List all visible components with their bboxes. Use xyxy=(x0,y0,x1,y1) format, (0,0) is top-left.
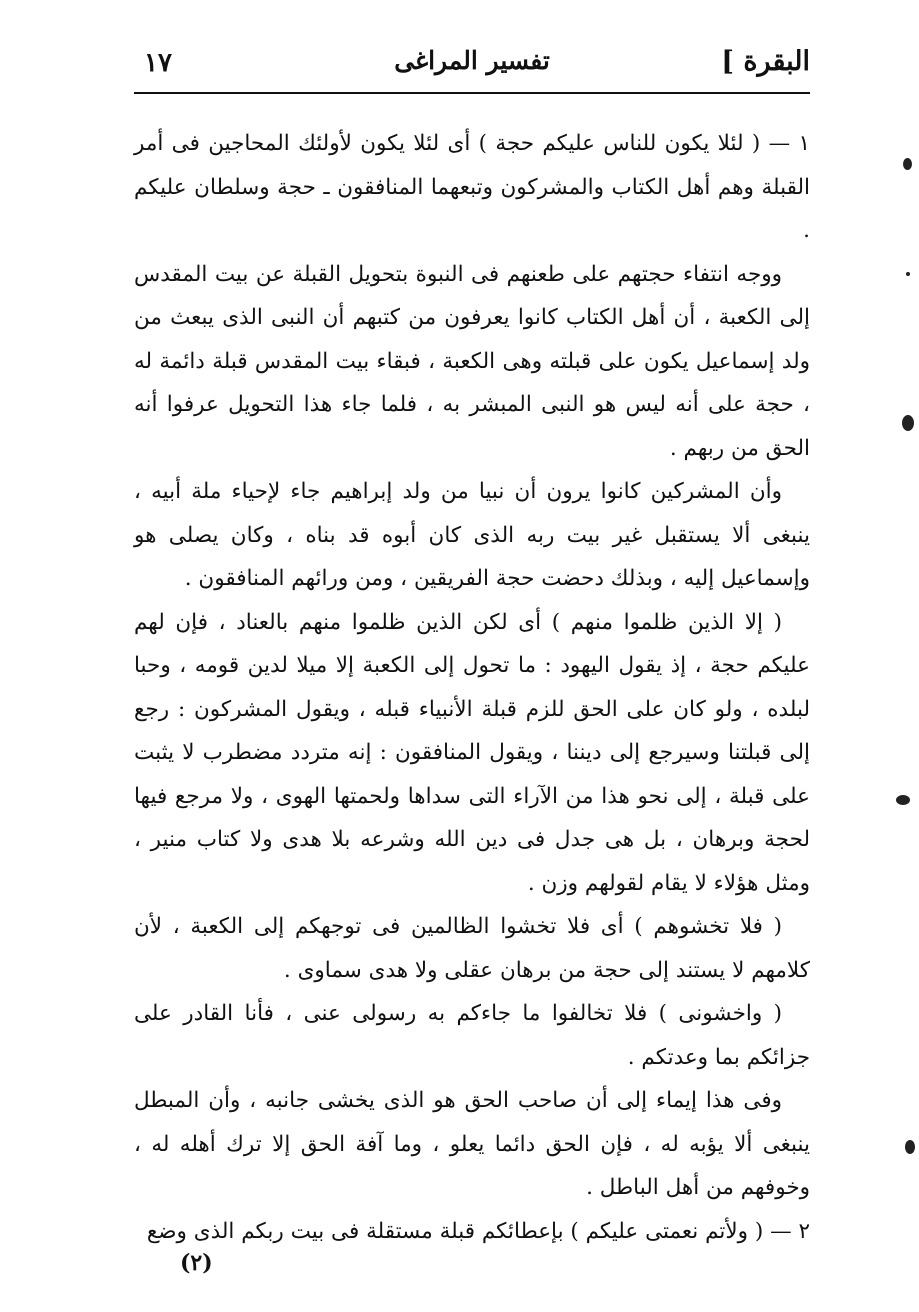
book-title: تفسير المراغى xyxy=(394,46,550,75)
paragraph-4: ( إلا الذين ظلموا منهم ) أى لكن الذين ظلموا منهم بالعناد ، فإن لهم عليكم حجة ، إذ يقول اليهود : ما تحول إلى الكعبة إلا ميلا لدين قومه ، وحبا لبلده ، ولو كان على الحق للزم قبلة الأنبياء قبله ، ويقول المشركون : رجع إلى قبلتنا وسيرجع إلى ديننا ، ويقول المنافقون : إنه متردد مضطرب لا يثبت على قبلة ، إلى نحو هذا من الآراء التى سداها ولحمتها الهوى ، ولا مرجع فيها لحجة وبرهان ، بل هى جدل فى دين الله وشرعه بلا هدى ولا كتاب منير ، ومثل هؤلاء لا يقام لقولهم وزن . xyxy=(134,609,810,896)
paragraph-7: وفى هذا إيماء إلى أن صاحب الحق هو الذى يخشى جانبه ، وأن المبطل ينبغى ألا يؤبه له ، فإن الحق دائما يعلو ، وما آفة الحق إلا ترك أهله له ، وخوفهم من أهل الباطل . xyxy=(134,1088,810,1200)
paragraph-6: ( واخشونى ) فلا تخالفوا ما جاءكم به رسولى عنى ، فأنا القادر على جزائكم بما وعدتكم . xyxy=(134,1001,810,1070)
paragraph-8: ٢ — ( ولأتم نعمتى عليكم ) بإعطائكم قبلة مستقلة فى بيت ربكم الذى وضع xyxy=(146,1218,810,1244)
scan-speck xyxy=(896,795,910,805)
surah-name: البقرة ] xyxy=(721,46,810,77)
scan-speck xyxy=(903,158,912,170)
body-text xyxy=(134,122,810,1253)
header-rule xyxy=(134,92,810,94)
page-number: ١٧ xyxy=(144,48,172,78)
scan-speck xyxy=(902,415,914,431)
page-header xyxy=(134,40,810,92)
scan-speck xyxy=(905,1140,915,1154)
scan-speck xyxy=(906,272,910,276)
paragraph-5: ( فلا تخشوهم ) أى فلا تخشوا الظالمين فى توجهكم إلى الكعبة ، لأن كلامهم لا يستند إلى حجة من برهان عقلى ولا هدى سماوى . xyxy=(134,914,810,983)
paragraph-2: ووجه انتفاء حجتهم على طعنهم فى النبوة بتحويل القبلة عن بيت المقدس إلى الكعبة ، أن أهل الكتاب كانوا يعرفون من كتبهم أن النبى الذى يبعث من ولد إسماعيل يكون على قبلته وهى الكعبة ، فبقاء بيت المقدس قبلة دائمة له ، حجة على أنه ليس هو النبى المبشر به ، فلما جاء هذا التحويل عرفوا أنه الحق من ربهم . xyxy=(134,261,810,461)
paragraph-1: ١ — ( لئلا يكون للناس عليكم حجة ) أى لئلا يكون لأولئك المحاجين فى أمر القبلة وهم أهل الكتاب والمشركون وتبعهما المنافقون ـ حجة وسلطان عليكم . xyxy=(134,131,810,243)
signature-mark: (٢) xyxy=(180,1250,213,1276)
paragraph-3: وأن المشركين كانوا يرون أن نبيا من ولد إبراهيم جاء لإحياء ملة أبيه ، ينبغى ألا يستقبل غير بيت ربه الذى كان أبوه قد بناه ، وكان يصلى هو وإسماعيل إليه ، وبذلك دحضت حجة الفريقين ، ومن ورائهم المنافقون . xyxy=(134,479,810,591)
